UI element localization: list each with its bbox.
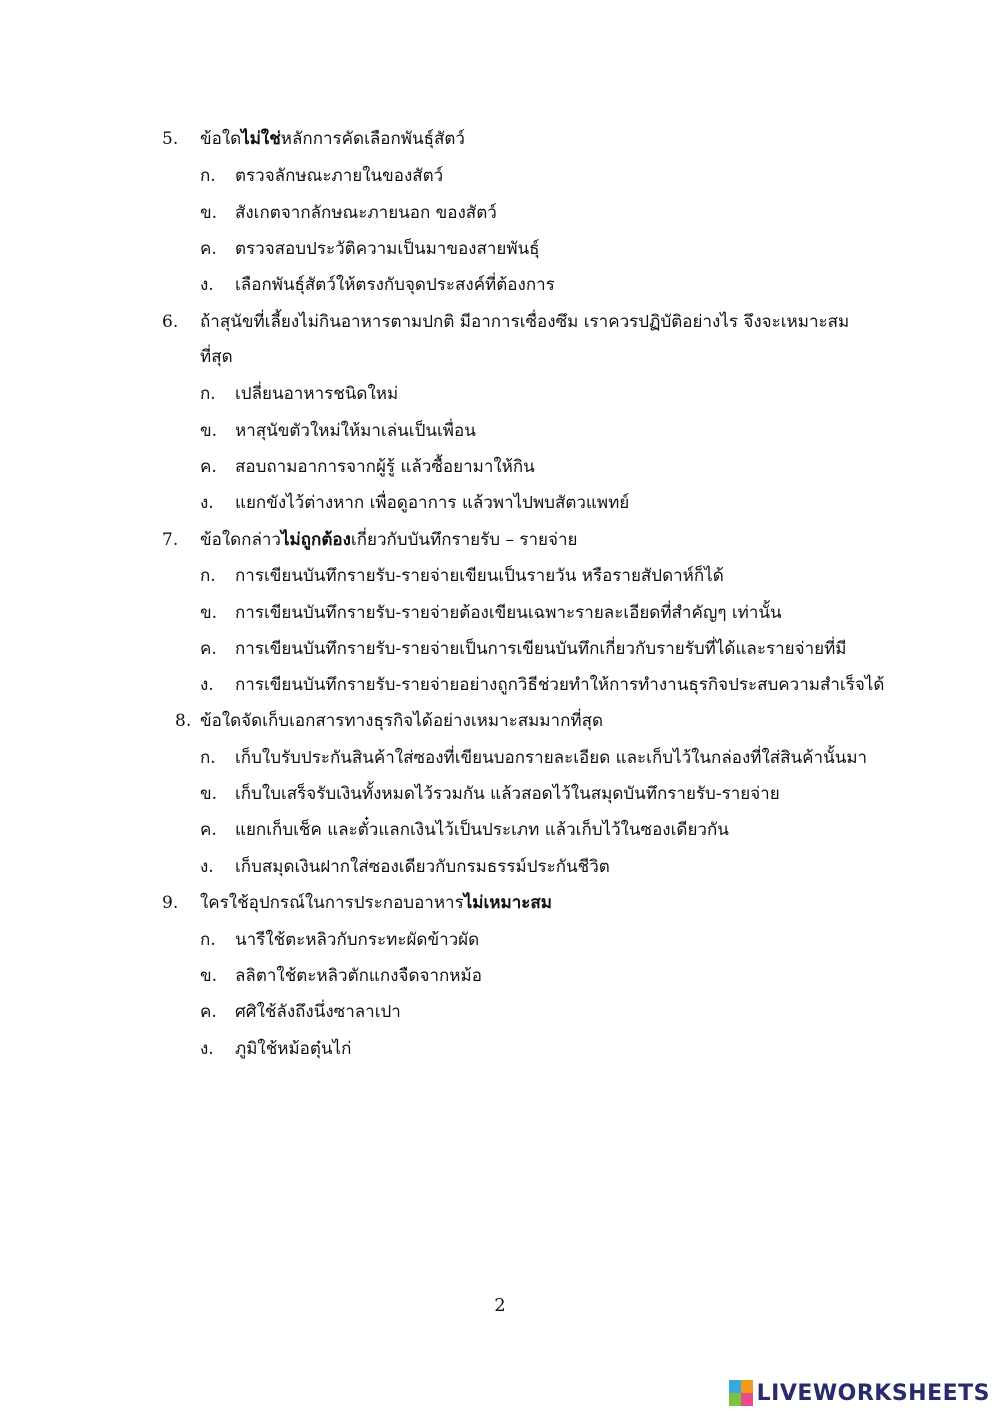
option-letter: ข. xyxy=(200,203,218,223)
question-stem: ถ้าสุนัขที่เลี้ยงไม่กินอาหารตามปกติ มีอาการเซื่องซึม เราควรปฏิบัติอย่างไร จึงจะเหมาะสม xyxy=(200,312,850,332)
question-stem: ใครใช้อุปกรณ์ในการประกอบอาหารไม่เหมาะสม xyxy=(200,893,552,913)
option-letter: ง. xyxy=(200,857,214,877)
option-letter: ง. xyxy=(200,675,214,695)
option-letter: ง. xyxy=(200,1039,214,1059)
option-text: เปลี่ยนอาหารชนิดใหม่ xyxy=(235,384,399,404)
question-stem: ข้อใดจัดเก็บเอกสารทางธุรกิจได้อย่างเหมาะสมมากที่สุด xyxy=(200,711,604,731)
option-letter: ข. xyxy=(200,784,218,804)
option-text: ลลิตาใช้ตะหลิวตักแกงจืดจากหม้อ xyxy=(235,966,482,986)
question-stem-continued: ที่สุด xyxy=(200,347,233,367)
option-letter: ก. xyxy=(200,748,216,768)
option-letter: ค. xyxy=(200,639,217,659)
option-letter: ก. xyxy=(200,166,216,186)
option-text: เก็บสมุดเงินฝากใส่ซองเดียวกับกรมธรรม์ประกันชีวิต xyxy=(235,857,610,877)
liveworksheets-badge-icon xyxy=(729,1380,753,1406)
option-text: การเขียนบันทึกรายรับ-รายจ่ายเขียนเป็นรายวัน หรือรายสัปดาห์ก็ได้ xyxy=(235,566,724,586)
option-text: หาสุนัขตัวใหม่ให้มาเล่นเป็นเพื่อน xyxy=(235,421,476,441)
option-text: การเขียนบันทึกรายรับ-รายจ่ายเป็นการเขียนบันทึกเกี่ยวกับรายรับที่ได้และรายจ่ายที่มี xyxy=(235,639,847,659)
option-text: แยกเก็บเช็ค และตั๋วแลกเงินไว้เป็นประเภท แล้วเก็บไว้ในซองเดียวกัน xyxy=(235,820,729,840)
question-number: 5. xyxy=(162,129,179,149)
option-letter: ค. xyxy=(200,239,217,259)
option-text: ตรวจสอบประวัติความเป็นมาของสายพันธุ์ xyxy=(235,239,540,259)
option-letter: ค. xyxy=(200,1002,217,1022)
option-text: นารีใช้ตะหลิวกับกระทะผัดข้าวผัด xyxy=(235,930,480,950)
page-number: 2 xyxy=(494,1295,506,1316)
question-number: 6. xyxy=(162,312,179,332)
option-letter: ข. xyxy=(200,966,218,986)
option-text: การเขียนบันทึกรายรับ-รายจ่ายต้องเขียนเฉพาะรายละเอียดที่สำคัญๆ เท่านั้น xyxy=(235,603,782,623)
option-text: เก็บใบเสร็จรับเงินทั้งหมดไว้รวมกัน แล้วสอดไว้ในสมุดบันทึกรายรับ-รายจ่าย xyxy=(235,784,780,804)
option-letter: ค. xyxy=(200,457,217,477)
option-text: ตรวจลักษณะภายในของสัตว์ xyxy=(235,166,444,186)
option-text: ภูมิใช้หม้อตุ๋นไก่ xyxy=(235,1039,352,1059)
option-letter: ง. xyxy=(200,275,214,295)
option-text: เลือกพันธุ์สัตว์ให้ตรงกับจุดประสงค์ที่ต้องการ xyxy=(235,275,555,295)
option-text: สอบถามอาการจากผู้รู้ แล้วซื้อยามาให้กิน xyxy=(235,457,535,477)
option-text: แยกขังไว้ต่างหาก เพื่อดูอาการ แล้วพาไปพบสัตวแพทย์ xyxy=(235,493,630,513)
option-text: ศศิใช้ลังถึงนึ่งซาลาเปา xyxy=(235,1002,401,1022)
question-number: 8. xyxy=(175,711,192,731)
option-letter: ง. xyxy=(200,493,214,513)
option-letter: ก. xyxy=(200,566,216,586)
option-letter: ข. xyxy=(200,603,218,623)
question-stem: ข้อใดกล่าวไม่ถูกต้องเกี่ยวกับบันทึกรายรับ – รายจ่าย xyxy=(200,530,578,550)
option-letter: ก. xyxy=(200,384,216,404)
option-letter: ค. xyxy=(200,820,217,840)
question-stem: ข้อใดไม่ใช่หลักการคัดเลือกพันธุ์สัตว์ xyxy=(200,129,465,149)
option-text: เก็บใบรับประกันสินค้าใส่ซองที่เขียนบอกรายละเอียด และเก็บไว้ในกล่องที่ใส่สินค้านั้นมา xyxy=(235,748,868,768)
liveworksheets-logo xyxy=(729,1380,990,1406)
question-number: 7. xyxy=(162,530,179,550)
liveworksheets-wordmark: LIVEWORKSHEETS xyxy=(756,1380,990,1406)
option-text: การเขียนบันทึกรายรับ-รายจ่ายอย่างถูกวิธีช่วยทำให้การทำงานธุรกิจประสบความสำเร็จได้ xyxy=(235,675,885,695)
question-number: 9. xyxy=(162,893,179,913)
option-letter: ข. xyxy=(200,421,218,441)
option-letter: ก. xyxy=(200,930,216,950)
option-text: สังเกตจากลักษณะภายนอก ของสัตว์ xyxy=(235,203,497,223)
